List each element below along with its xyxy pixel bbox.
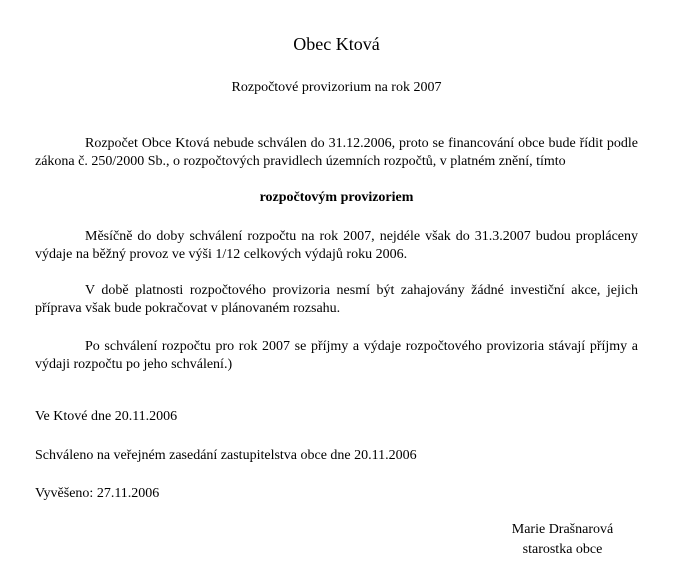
place-date: Ve Ktové dne 20.11.2006 xyxy=(35,409,178,424)
posted-date: Vyvěšeno: 27.11.2006 xyxy=(35,486,160,501)
document-title: Obec Ktová xyxy=(293,34,380,54)
document-subtitle: Rozpočtové provizorium na rok 2007 xyxy=(231,80,442,95)
paragraph-intro: Rozpočet Obce Ktová nebude schválen do 31.12.2006, proto se financování obce bude řídit podle zákona č. 250/2000 Sb., o rozpočtových pravidlech územních rozpočtů, v platném znění, tímto xyxy=(35,136,638,169)
paragraph-investments: V době platnosti rozpočtového provizoria nesmí být zahajovány žádné investiční akce, jejich příprava však bude pokračovat v plánovaném rozsahu. xyxy=(35,283,638,316)
paragraph-monthly-expenses: Měsíčně do doby schválení rozpočtu na rok 2007, nejdéle však do 31.3.2007 budou propláceny výdaje na běžný provoz ve výši 1/12 celkových výdajů roku 2006. xyxy=(35,229,638,262)
paragraph-after-approval: Po schválení rozpočtu pro rok 2007 se příjmy a výdaje rozpočtového provizoria stávají příjmy a výdaji rozpočtu po jeho schválení.) xyxy=(35,339,638,372)
emphasis-line: rozpočtovým provizoriem xyxy=(259,190,414,205)
signature-block xyxy=(490,520,635,560)
signer-role: starostka obce xyxy=(522,542,603,557)
signer-name: Marie Drašnarová xyxy=(511,522,614,537)
approval-note: Schváleno na veřejném zasedání zastupitelstva obce dne 20.11.2006 xyxy=(35,448,417,463)
